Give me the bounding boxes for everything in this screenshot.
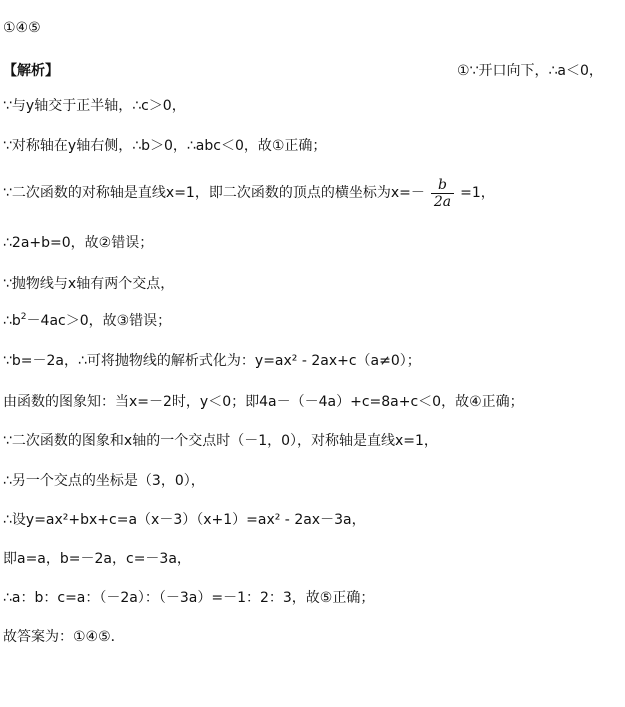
analysis-first-statement: ①∵开口向下，∴a＜0， [457, 63, 603, 79]
solution-line-axis [3, 173, 495, 213]
disc-prefix: ∴b [3, 313, 21, 329]
axis-line-before: ∵二次函数的对称轴是直线x=1，即二次函数的顶点的横坐标为x=－ [3, 185, 425, 201]
fraction-numerator: b [438, 176, 447, 193]
fraction-b-over-2a [431, 177, 454, 210]
solution-line-8: ∵二次函数的图象和x轴的一个交点时（－1，0），对称轴是直线x=1， [3, 433, 438, 449]
solution-line-9: ∴另一个交点的坐标是（3，0）， [3, 473, 205, 489]
solution-line-11: 即a=a，b=－2a，c=－3a， [3, 551, 191, 567]
solution-line-3: ∴2a+b=0，故②错误； [3, 235, 154, 251]
solution-line-12: ∴a：b：c=a：（－2a）：（－3a）=－1：2：3，故⑤正确； [3, 590, 375, 606]
solution-line-2: ∵对称轴在y轴右侧，∴b＞0，∴abc＜0，故①正确； [3, 138, 327, 154]
solution-line-discriminant [3, 312, 171, 330]
solution-line-10: ∴设y=ax²+bx+c=a（x－3）（x+1）=ax² - 2ax－3a， [3, 512, 366, 528]
fraction-denominator: 2a [433, 193, 452, 210]
disc-sup: 2 [20, 312, 27, 322]
solution-line-4: ∵抛物线与x轴有两个交点， [3, 276, 175, 292]
answer-header: ①④⑤ [3, 20, 41, 36]
solution-line-7: 由函数的图象知：当x=－2时，y＜0；即4a－（－4a）+c=8a+c＜0，故④正确； [3, 394, 524, 410]
disc-rest: －4ac＞0，故③错误； [26, 313, 172, 329]
analysis-label: 【解析】 [3, 63, 59, 79]
solution-line-1: ∵与y轴交于正半轴，∴c＞0， [3, 98, 186, 114]
axis-line-after: =1， [460, 185, 495, 201]
solution-line-6: ∵b=－2a，∴可将抛物线的解析式化为：y=ax² - 2ax+c（a≠0）； [3, 353, 421, 369]
solution-line-13: 故答案为：①④⑤． [3, 629, 125, 645]
